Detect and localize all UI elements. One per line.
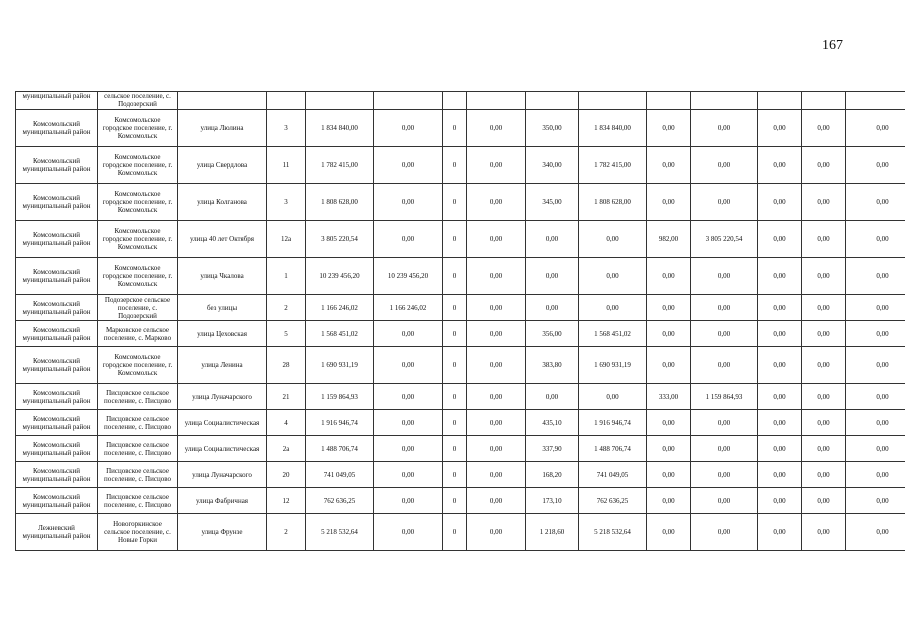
cell-value: 0,00	[374, 147, 443, 184]
cell-value: 435,10	[526, 410, 579, 436]
cell-value: 0,00	[374, 514, 443, 551]
cell-settlement: Писцовское сельское поселение, с. Писцово	[98, 384, 178, 410]
table-row	[16, 462, 905, 488]
cell-value: 0,00	[846, 488, 905, 514]
cell-value: 0,00	[647, 258, 691, 295]
cell-value: 0,00	[846, 462, 905, 488]
cell-value: 0	[443, 514, 467, 551]
cell-value: 0,00	[802, 321, 846, 347]
cell-value: 0,00	[758, 147, 802, 184]
cell-value: 0,00	[647, 347, 691, 384]
cell-value: 0,00	[758, 295, 802, 321]
cell-value: 0,00	[691, 462, 758, 488]
cell-value: 0	[443, 110, 467, 147]
cell-value: 0,00	[467, 514, 526, 551]
cell-value: 0,00	[758, 184, 802, 221]
cell-house: 3	[267, 110, 306, 147]
cell-value: 0,00	[374, 384, 443, 410]
cell-value: 0,00	[374, 488, 443, 514]
cell-value	[758, 92, 802, 110]
table-row	[16, 295, 905, 321]
cell-value: 0,00	[802, 384, 846, 410]
cell-district: Комсомольский муниципальный район	[16, 295, 98, 321]
cell-district: Комсомольский муниципальный район	[16, 321, 98, 347]
cell-value: 0,00	[647, 110, 691, 147]
cell-value: 0	[443, 410, 467, 436]
cell-value: 0,00	[691, 147, 758, 184]
cell-value: 0,00	[374, 221, 443, 258]
cell-value: 0,00	[647, 436, 691, 462]
cell-total-cost: 3 805 220,54	[306, 221, 374, 258]
cell-value: 0,00	[467, 184, 526, 221]
cell-value: 0,00	[374, 410, 443, 436]
cell-value: 0	[443, 258, 467, 295]
table-row	[16, 321, 905, 347]
cell-value: 0,00	[802, 295, 846, 321]
cell-value: 0,00	[802, 347, 846, 384]
cell-value: 0,00	[579, 384, 647, 410]
cell-value: 0,00	[846, 184, 905, 221]
cell-value: 10 239 456,20	[374, 258, 443, 295]
cell-value: 0,00	[526, 221, 579, 258]
table-row	[16, 514, 905, 551]
cell-value: 340,00	[526, 147, 579, 184]
cell-settlement: Писцовское сельское поселение, с. Писцово	[98, 436, 178, 462]
cell-value: 0,00	[467, 147, 526, 184]
cell-value: 1 690 931,19	[579, 347, 647, 384]
cell-house: 2	[267, 514, 306, 551]
cell-value: 0,00	[758, 488, 802, 514]
cell-value: 0,00	[758, 514, 802, 551]
cell-settlement: сельское поселение, с. Подозерский	[98, 92, 178, 110]
cell-value	[802, 92, 846, 110]
cell-value: 0,00	[691, 488, 758, 514]
cell-street	[178, 92, 267, 110]
cell-district: Комсомольский муниципальный район	[16, 184, 98, 221]
cell-value: 0,00	[846, 110, 905, 147]
cell-value	[579, 92, 647, 110]
cell-value: 0,00	[846, 384, 905, 410]
cell-total-cost: 5 218 532,64	[306, 514, 374, 551]
cell-value: 0,00	[467, 410, 526, 436]
cell-value: 0,00	[467, 384, 526, 410]
cell-value: 333,00	[647, 384, 691, 410]
cell-value: 0,00	[467, 347, 526, 384]
cell-settlement: Подозерское сельское поселение, с. Подозерский	[98, 295, 178, 321]
cell-district: муниципальный район	[16, 92, 98, 110]
cell-house: 12а	[267, 221, 306, 258]
cell-value: 0,00	[691, 110, 758, 147]
cell-value: 0,00	[758, 436, 802, 462]
cell-settlement: Комсомольское городское поселение, г. Комсомольск	[98, 347, 178, 384]
cell-value: 0,00	[467, 488, 526, 514]
cell-district: Комсомольский муниципальный район	[16, 258, 98, 295]
cell-value: 1 159 864,93	[691, 384, 758, 410]
cell-value: 383,80	[526, 347, 579, 384]
cell-value: 0,00	[758, 384, 802, 410]
cell-value: 0,00	[647, 295, 691, 321]
cell-value	[647, 92, 691, 110]
cell-value: 0,00	[758, 321, 802, 347]
cell-total-cost: 1 488 706,74	[306, 436, 374, 462]
cell-value: 0,00	[467, 321, 526, 347]
cell-value: 0,00	[846, 410, 905, 436]
cell-value: 762 636,25	[579, 488, 647, 514]
cell-street: улица Социалистическая	[178, 436, 267, 462]
table-row	[16, 221, 905, 258]
cell-value: 0	[443, 436, 467, 462]
cell-value: 0,00	[526, 295, 579, 321]
cell-value: 0	[443, 321, 467, 347]
cell-street: улица Ленина	[178, 347, 267, 384]
cell-settlement: Комсомольское городское поселение, г. Комсомольск	[98, 221, 178, 258]
cell-value: 0,00	[846, 221, 905, 258]
cell-value: 0,00	[802, 436, 846, 462]
cell-district: Комсомольский муниципальный район	[16, 147, 98, 184]
cell-total-cost: 1 834 840,00	[306, 110, 374, 147]
cell-district: Комсомольский муниципальный район	[16, 410, 98, 436]
cell-house: 5	[267, 321, 306, 347]
table-row	[16, 410, 905, 436]
cell-value: 1 568 451,02	[579, 321, 647, 347]
cell-house: 12	[267, 488, 306, 514]
cell-value: 0,00	[758, 347, 802, 384]
table-row	[16, 92, 905, 110]
cell-value: 0	[443, 295, 467, 321]
table-row	[16, 436, 905, 462]
cell-value: 0,00	[579, 295, 647, 321]
cell-district: Комсомольский муниципальный район	[16, 110, 98, 147]
cell-settlement: Писцовское сельское поселение, с. Писцово	[98, 462, 178, 488]
cell-value	[443, 92, 467, 110]
cell-value: 0,00	[802, 258, 846, 295]
cell-street: улица Луначарского	[178, 462, 267, 488]
cell-value: 0,00	[846, 295, 905, 321]
cell-value: 0,00	[467, 462, 526, 488]
cell-value: 0	[443, 347, 467, 384]
table-row	[16, 184, 905, 221]
cell-value: 982,00	[647, 221, 691, 258]
cell-total-cost: 1 690 931,19	[306, 347, 374, 384]
cell-value: 0,00	[467, 221, 526, 258]
cell-street: улица Колганова	[178, 184, 267, 221]
cell-value: 0,00	[846, 436, 905, 462]
cell-value: 0,00	[758, 462, 802, 488]
cell-total-cost: 1 159 864,93	[306, 384, 374, 410]
cell-value: 5 218 532,64	[579, 514, 647, 551]
cell-total-cost: 1 166 246,02	[306, 295, 374, 321]
cell-value: 0	[443, 462, 467, 488]
cell-value: 0,00	[647, 514, 691, 551]
cell-value: 0,00	[647, 147, 691, 184]
cell-value: 0,00	[579, 258, 647, 295]
page-number: 167	[822, 38, 843, 53]
cell-settlement: Комсомольское городское поселение, г. Комсомольск	[98, 258, 178, 295]
cell-value: 0,00	[758, 110, 802, 147]
cell-house: 21	[267, 384, 306, 410]
cell-value: 0,00	[758, 258, 802, 295]
cell-value: 345,00	[526, 184, 579, 221]
table-row	[16, 147, 905, 184]
cell-value: 0,00	[579, 221, 647, 258]
cell-total-cost: 762 636,25	[306, 488, 374, 514]
cell-value: 350,00	[526, 110, 579, 147]
cell-district: Комсомольский муниципальный район	[16, 488, 98, 514]
cell-district: Комсомольский муниципальный район	[16, 436, 98, 462]
data-table	[15, 91, 905, 551]
cell-house: 20	[267, 462, 306, 488]
cell-value: 0,00	[467, 258, 526, 295]
cell-district: Комсомольский муниципальный район	[16, 221, 98, 258]
cell-value: 0,00	[846, 147, 905, 184]
cell-value: 0,00	[691, 295, 758, 321]
cell-value: 1 808 628,00	[579, 184, 647, 221]
cell-value: 0,00	[802, 488, 846, 514]
table-row	[16, 488, 905, 514]
cell-value: 0	[443, 147, 467, 184]
cell-value: 0	[443, 384, 467, 410]
cell-street: улица 40 лет Октября	[178, 221, 267, 258]
cell-value: 0,00	[802, 410, 846, 436]
cell-value: 356,00	[526, 321, 579, 347]
cell-house: 28	[267, 347, 306, 384]
cell-value: 0,00	[802, 147, 846, 184]
cell-value: 3 805 220,54	[691, 221, 758, 258]
cell-value: 0,00	[374, 321, 443, 347]
cell-house: 1	[267, 258, 306, 295]
cell-value: 0,00	[647, 321, 691, 347]
cell-value: 0,00	[691, 436, 758, 462]
cell-value: 0,00	[691, 258, 758, 295]
cell-total-cost: 1 782 415,00	[306, 147, 374, 184]
cell-value: 0,00	[526, 258, 579, 295]
cell-value: 0,00	[374, 462, 443, 488]
cell-value: 0,00	[467, 436, 526, 462]
cell-value	[691, 92, 758, 110]
cell-value: 0,00	[467, 110, 526, 147]
table-row	[16, 347, 905, 384]
cell-value: 0,00	[374, 436, 443, 462]
cell-value: 0,00	[691, 410, 758, 436]
cell-house: 11	[267, 147, 306, 184]
cell-street: улица Социалистическая	[178, 410, 267, 436]
cell-street: улица Луначарского	[178, 384, 267, 410]
cell-value: 1 166 246,02	[374, 295, 443, 321]
cell-value: 0,00	[802, 110, 846, 147]
cell-value	[846, 92, 905, 110]
cell-value: 0	[443, 221, 467, 258]
cell-street: улица Люлина	[178, 110, 267, 147]
cell-settlement: Комсомольское городское поселение, г. Комсомольск	[98, 184, 178, 221]
cell-value: 0,00	[802, 184, 846, 221]
cell-value: 0,00	[846, 321, 905, 347]
cell-value: 0,00	[802, 462, 846, 488]
cell-value: 1 916 946,74	[579, 410, 647, 436]
cell-value: 0,00	[758, 410, 802, 436]
cell-value: 0,00	[374, 347, 443, 384]
table-row	[16, 384, 905, 410]
cell-value: 0,00	[802, 221, 846, 258]
cell-value	[526, 92, 579, 110]
cell-value: 0,00	[374, 184, 443, 221]
cell-street: улица Цеховская	[178, 321, 267, 347]
cell-value: 0,00	[691, 321, 758, 347]
cell-total-cost	[306, 92, 374, 110]
cell-value: 0,00	[758, 221, 802, 258]
cell-house: 2	[267, 295, 306, 321]
cell-street: без улицы	[178, 295, 267, 321]
cell-district: Комсомольский муниципальный район	[16, 462, 98, 488]
cell-value: 0,00	[526, 384, 579, 410]
cell-value: 173,10	[526, 488, 579, 514]
cell-total-cost: 1 808 628,00	[306, 184, 374, 221]
table-row	[16, 110, 905, 147]
cell-value: 168,20	[526, 462, 579, 488]
cell-value: 0	[443, 488, 467, 514]
cell-settlement: Писцовское сельское поселение, с. Писцово	[98, 488, 178, 514]
cell-value: 1 782 415,00	[579, 147, 647, 184]
cell-value	[374, 92, 443, 110]
table-body	[16, 92, 905, 551]
cell-value: 0,00	[647, 410, 691, 436]
cell-value: 0,00	[374, 110, 443, 147]
cell-house	[267, 92, 306, 110]
cell-house: 3	[267, 184, 306, 221]
cell-settlement: Марковское сельское поселение, с. Марково	[98, 321, 178, 347]
cell-value: 0,00	[691, 514, 758, 551]
cell-street: улица Свердлова	[178, 147, 267, 184]
cell-value	[467, 92, 526, 110]
cell-value: 0,00	[647, 184, 691, 221]
table-row	[16, 258, 905, 295]
cell-district: Комсомольский муниципальный район	[16, 384, 98, 410]
cell-value: 1 218,60	[526, 514, 579, 551]
cell-value: 0,00	[846, 514, 905, 551]
cell-value: 0,00	[802, 514, 846, 551]
cell-street: улица Чкалова	[178, 258, 267, 295]
cell-house: 4	[267, 410, 306, 436]
cell-value: 0,00	[846, 347, 905, 384]
cell-value: 1 834 840,00	[579, 110, 647, 147]
cell-value: 337,90	[526, 436, 579, 462]
cell-value: 0	[443, 184, 467, 221]
cell-settlement: Комсомольское городское поселение, г. Комсомольск	[98, 147, 178, 184]
cell-house: 2а	[267, 436, 306, 462]
cell-value: 741 049,05	[579, 462, 647, 488]
cell-value: 1 488 706,74	[579, 436, 647, 462]
cell-district: Лежневский муниципальный район	[16, 514, 98, 551]
cell-settlement: Писцовское сельское поселение, с. Писцово	[98, 410, 178, 436]
cell-value: 0,00	[691, 347, 758, 384]
cell-value: 0,00	[467, 295, 526, 321]
cell-value: 0,00	[846, 258, 905, 295]
cell-settlement: Новогоркинское сельское поселение, с. Новые Горки	[98, 514, 178, 551]
cell-total-cost: 1 916 946,74	[306, 410, 374, 436]
cell-value: 0,00	[647, 488, 691, 514]
cell-total-cost: 10 239 456,20	[306, 258, 374, 295]
cell-district: Комсомольский муниципальный район	[16, 347, 98, 384]
cell-total-cost: 1 568 451,02	[306, 321, 374, 347]
cell-value: 0,00	[647, 462, 691, 488]
cell-street: улица Фабричная	[178, 488, 267, 514]
cell-value: 0,00	[691, 184, 758, 221]
cell-street: улица Фрунзе	[178, 514, 267, 551]
cell-settlement: Комсомольское городское поселение, г. Комсомольск	[98, 110, 178, 147]
cell-total-cost: 741 049,05	[306, 462, 374, 488]
